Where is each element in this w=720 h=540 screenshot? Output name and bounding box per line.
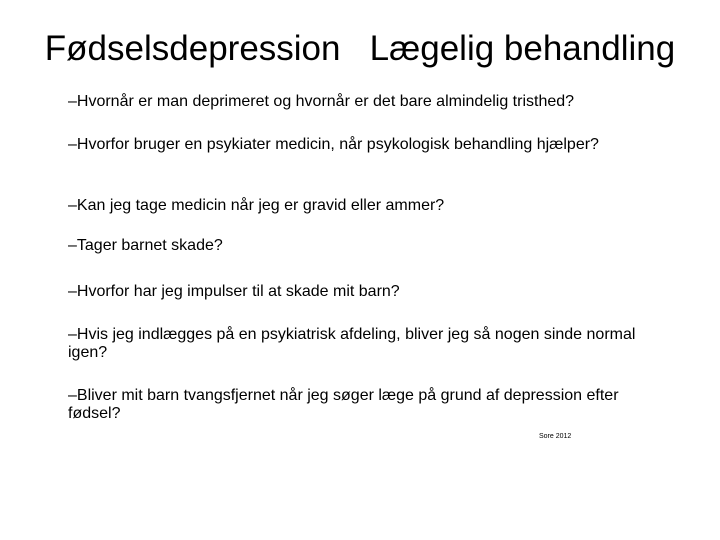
- question-item: –Hvornår er man deprimeret og hvornår er det bare almindelig tristhed?: [68, 93, 575, 110]
- question-item: –Hvorfor bruger en psykiater medicin, når psykologisk behandling hjælper?: [68, 136, 599, 153]
- source-credit: Sore 2012: [539, 433, 572, 440]
- question-item: –Bliver mit barn tvangsfjernet når jeg søger læge på grund af depression efter fødsel?: [68, 387, 619, 422]
- question-item: –Hvis jeg indlægges på en psykiatrisk afdeling, bliver jeg så nogen sinde normal igen?: [68, 326, 636, 361]
- slide-title: Fødselsdepression Lægelig behandling: [44, 29, 676, 68]
- question-item: –Tager barnet skade?: [68, 237, 223, 254]
- question-item: –Hvorfor har jeg impulser til at skade mit barn?: [68, 283, 400, 300]
- question-item: –Kan jeg tage medicin når jeg er gravid eller ammer?: [68, 197, 445, 214]
